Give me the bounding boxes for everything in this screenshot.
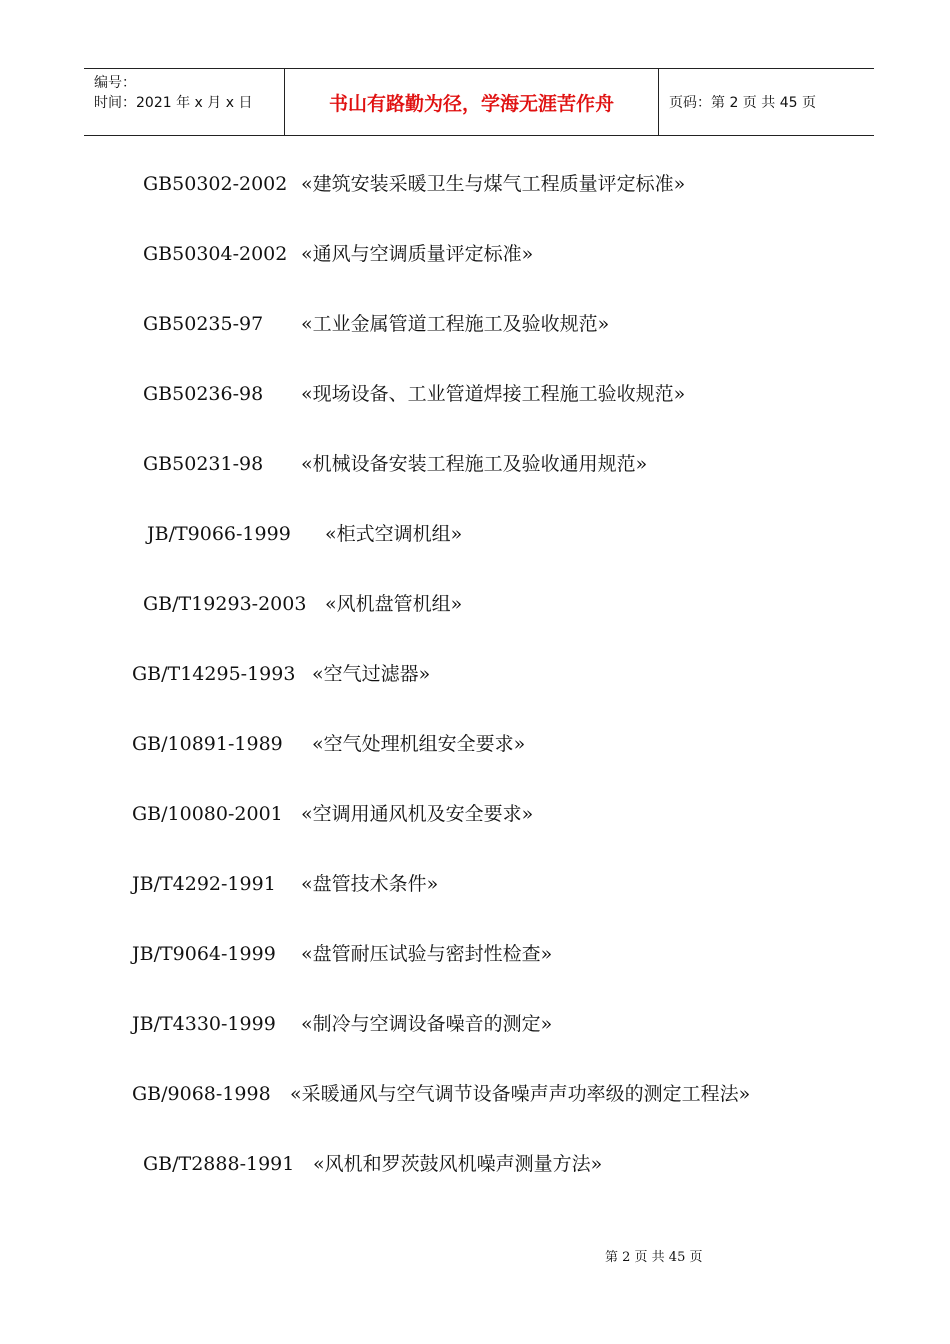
list-item: [132, 802, 533, 826]
standard-code: GB50302-2002: [143, 173, 288, 195]
list-item: [132, 942, 552, 966]
standard-title: «建筑安装采暖卫生与煤气工程质量评定标准»: [301, 173, 686, 195]
standard-title: «柜式空调机组»: [325, 523, 463, 545]
standard-title: «采暖通风与空气调节设备噪声声功率级的测定工程法»: [290, 1083, 751, 1105]
standard-code: GB50231-98: [143, 453, 264, 475]
standard-title: «风机和罗茨鼓风机噪声测量方法»: [313, 1153, 603, 1175]
standard-code: GB/T14295-1993: [132, 663, 296, 685]
standard-code: JB/T4330-1999: [132, 1013, 276, 1035]
standard-code: GB50236-98: [143, 383, 264, 405]
standard-code: GB/10080-2001: [132, 803, 283, 825]
standard-title: «空气过滤器»: [312, 663, 431, 685]
number-label: 编号：: [94, 75, 136, 91]
standard-code: GB/T2888-1991: [143, 1153, 295, 1175]
standard-code: JB/T9066-1999: [147, 523, 291, 545]
standard-code: GB50304-2002: [143, 243, 288, 265]
list-item: [132, 872, 438, 896]
standard-title: «空调用通风机及安全要求»: [301, 803, 534, 825]
list-item: [143, 1152, 602, 1176]
standard-title: «制冷与空调设备噪音的测定»: [301, 1013, 553, 1035]
standard-code: JB/T4292-1991: [132, 873, 276, 895]
list-item: [143, 382, 685, 406]
standard-title: «盘管技术条件»: [301, 873, 439, 895]
list-item: [143, 592, 462, 616]
list-item: [132, 662, 430, 686]
standard-code: GB/9068-1998: [132, 1083, 271, 1105]
standard-title: «机械设备安装工程施工及验收通用规范»: [301, 453, 648, 475]
list-item: [143, 312, 609, 336]
list-item: [132, 1012, 552, 1036]
list-item: [143, 172, 685, 196]
standard-title: «工业金属管道工程施工及验收规范»: [301, 313, 610, 335]
standard-code: GB50235-97: [143, 313, 264, 335]
list-item: [143, 242, 533, 266]
header-page-info: 页码：第 2 页 共 45 页: [669, 95, 816, 111]
standard-title: «风机盘管机组»: [325, 593, 463, 615]
standard-code: GB/10891-1989: [132, 733, 283, 755]
time-label: 时间：2021 年 x 月 x 日: [94, 95, 253, 111]
header-motto: 书山有路勤为径，学海无涯苦作舟: [285, 69, 659, 135]
standard-title: «通风与空调质量评定标准»: [301, 243, 534, 265]
footer-page-number: 第 2 页 共 45 页: [605, 1250, 703, 1265]
standard-title: «空气处理机组安全要求»: [312, 733, 526, 755]
list-item: [132, 1082, 750, 1106]
standard-title: «盘管耐压试验与密封性检查»: [301, 943, 553, 965]
list-item: [147, 522, 462, 546]
standard-title: «现场设备、工业管道焊接工程施工验收规范»: [301, 383, 686, 405]
list-item: [143, 452, 647, 476]
standard-code: JB/T9064-1999: [132, 943, 276, 965]
standard-code: GB/T19293-2003: [143, 593, 307, 615]
list-item: [132, 732, 525, 756]
